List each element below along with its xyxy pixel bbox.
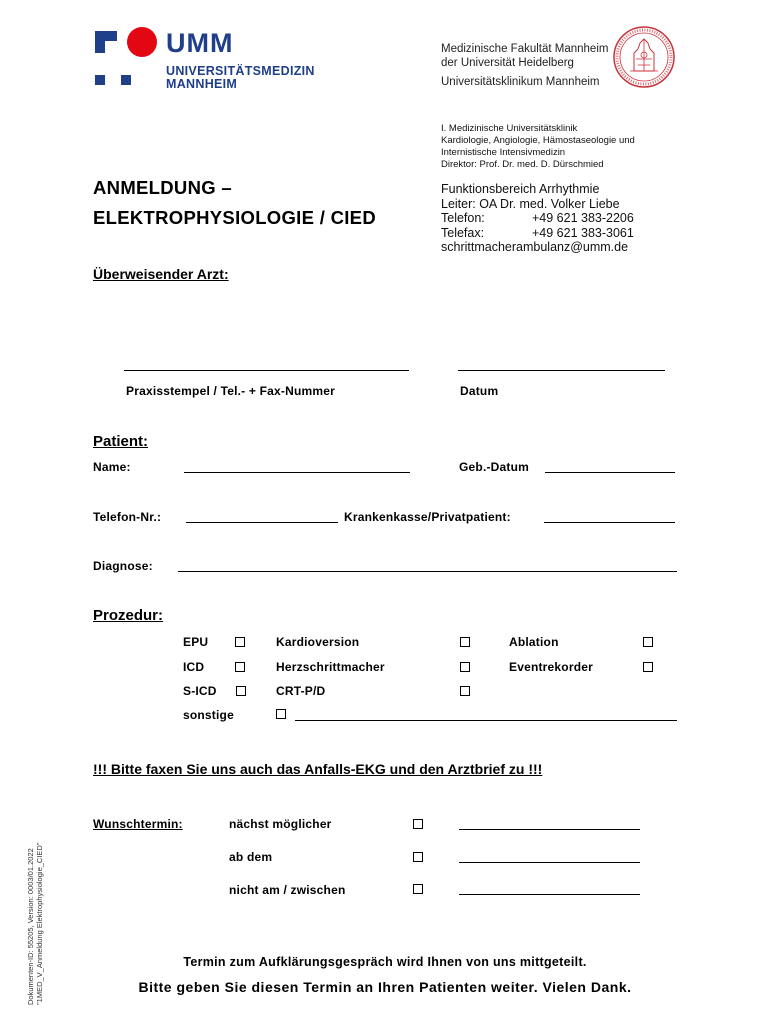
appointment-option-3-checkbox[interactable] xyxy=(413,884,423,894)
sonstige-checkbox[interactable] xyxy=(276,709,286,719)
stamp-label: Praxisstempel / Tel.- + Fax-Nummer xyxy=(126,384,335,398)
contact-email[interactable]: schrittmacherambulanz@umm.de xyxy=(441,240,629,254)
dob-label: Geb.-Datum xyxy=(459,460,530,474)
sonstige-field[interactable] xyxy=(295,720,677,721)
footer-line-1: Termin zum Aufklärungsgespräch wird Ihnen von uns mittgeteilt. xyxy=(183,955,587,969)
insurance-label: Krankenkasse/Privatpatient: xyxy=(344,510,511,524)
logo-title: UMM xyxy=(166,28,234,58)
contact-area: Funktionsbereich Arrhythmie xyxy=(441,182,600,196)
eventrekorder-label: Eventrekorder xyxy=(509,660,593,674)
fax-label: Telefax: xyxy=(441,225,485,240)
diagnosis-label: Diagnose: xyxy=(93,559,153,573)
crtpd-label: CRT-P/D xyxy=(276,684,326,698)
fax-notice: !!! Bitte faxen Sie uns auch das Anfalls-EKG und den Arztbrief zu !!! xyxy=(93,761,543,777)
appointment-heading: Wunschtermin: xyxy=(93,817,183,831)
faculty-line-1: Medizinische Fakultät Mannheim xyxy=(441,43,609,55)
ablation-label: Ablation xyxy=(509,635,559,649)
footer-line-2: Bitte geben Sie diesen Termin an Ihren Patienten weiter. Vielen Dank. xyxy=(138,979,632,995)
icd-label: ICD xyxy=(183,660,205,674)
sonstige-label: sonstige xyxy=(183,708,234,722)
dob-field[interactable] xyxy=(545,472,675,473)
diagnosis-field[interactable] xyxy=(178,571,677,572)
form-title-line-1: ANMELDUNG – xyxy=(93,177,232,198)
patient-heading: Patient: xyxy=(93,433,149,450)
clinic-line-4: Direktor: Prof. Dr. med. D. Dürschmied xyxy=(441,159,604,170)
document-id xyxy=(26,843,44,1006)
umm-logo-icon xyxy=(95,27,157,85)
kardioversion-label: Kardioversion xyxy=(276,635,360,649)
appointment-option-2-checkbox[interactable] xyxy=(413,852,423,862)
kardioversion-checkbox[interactable] xyxy=(460,637,470,647)
faculty-line-3: Universitätsklinikum Mannheim xyxy=(441,76,600,88)
sicd-checkbox[interactable] xyxy=(236,686,246,696)
referrer-heading: Überweisender Arzt: xyxy=(93,266,229,282)
phone-label: Telefon: xyxy=(441,211,485,225)
herzschrittmacher-checkbox[interactable] xyxy=(460,662,470,672)
stamp-field-line[interactable] xyxy=(124,370,409,371)
clinic-line-2: Kardiologie, Angiologie, Hämostaseologie und xyxy=(441,135,635,146)
eventrekorder-checkbox[interactable] xyxy=(643,662,653,672)
appointment-option-2: ab dem xyxy=(229,850,273,864)
appointment-option-1-field[interactable] xyxy=(459,829,640,830)
date-field-line[interactable] xyxy=(458,370,665,371)
clinic-info xyxy=(441,123,635,171)
phone-field[interactable] xyxy=(186,522,338,523)
university-seal-icon xyxy=(612,25,676,89)
insurance-field[interactable] xyxy=(544,522,675,523)
herzschrittmacher-label: Herzschrittmacher xyxy=(276,660,385,674)
phone-number: +49 621 383-2206 xyxy=(532,211,634,225)
form-title-line-2: ELEKTROPHYSIOLOGIE / CIED xyxy=(93,207,376,228)
logo-subtitle-2: MANNHEIM xyxy=(166,77,238,91)
icd-checkbox[interactable] xyxy=(235,662,245,672)
appointment-option-1-checkbox[interactable] xyxy=(413,819,423,829)
ablation-checkbox[interactable] xyxy=(643,637,653,647)
epu-label: EPU xyxy=(183,635,209,649)
name-field[interactable] xyxy=(184,472,410,473)
document-id-line-2: "1MED_V_Anmeldung Elektrophysiologie_CIED" xyxy=(35,842,44,1005)
logo-subtitle-1: UNIVERSITÄTSMEDIZIN xyxy=(166,64,315,78)
appointment-option-3-field[interactable] xyxy=(459,894,640,895)
fax-number: +49 621 383-3061 xyxy=(532,225,634,240)
contact-leader: Leiter: OA Dr. med. Volker Liebe xyxy=(441,196,620,211)
name-label: Name: xyxy=(93,460,131,474)
appointment-option-2-field[interactable] xyxy=(459,862,640,863)
phone-field-label: Telefon-Nr.: xyxy=(93,510,162,524)
contact-block xyxy=(441,182,634,255)
epu-checkbox[interactable] xyxy=(235,637,245,647)
crtpd-checkbox[interactable] xyxy=(460,686,470,696)
appointment-option-3: nicht am / zwischen xyxy=(229,883,346,897)
procedure-heading: Prozedur: xyxy=(93,607,164,624)
clinic-line-1: I. Medizinische Universitätsklinik xyxy=(441,123,578,134)
sicd-label: S-ICD xyxy=(183,684,217,698)
faculty-line-2: der Universität Heidelberg xyxy=(441,57,574,69)
appointment-option-1: nächst möglicher xyxy=(229,817,332,831)
document-id-line-1: Dokumenten-ID: 55205, Version: 0003/01.2022 xyxy=(26,848,35,1005)
date-label: Datum xyxy=(460,384,499,398)
clinic-line-3: Internistische Intensivmedizin xyxy=(441,147,566,158)
